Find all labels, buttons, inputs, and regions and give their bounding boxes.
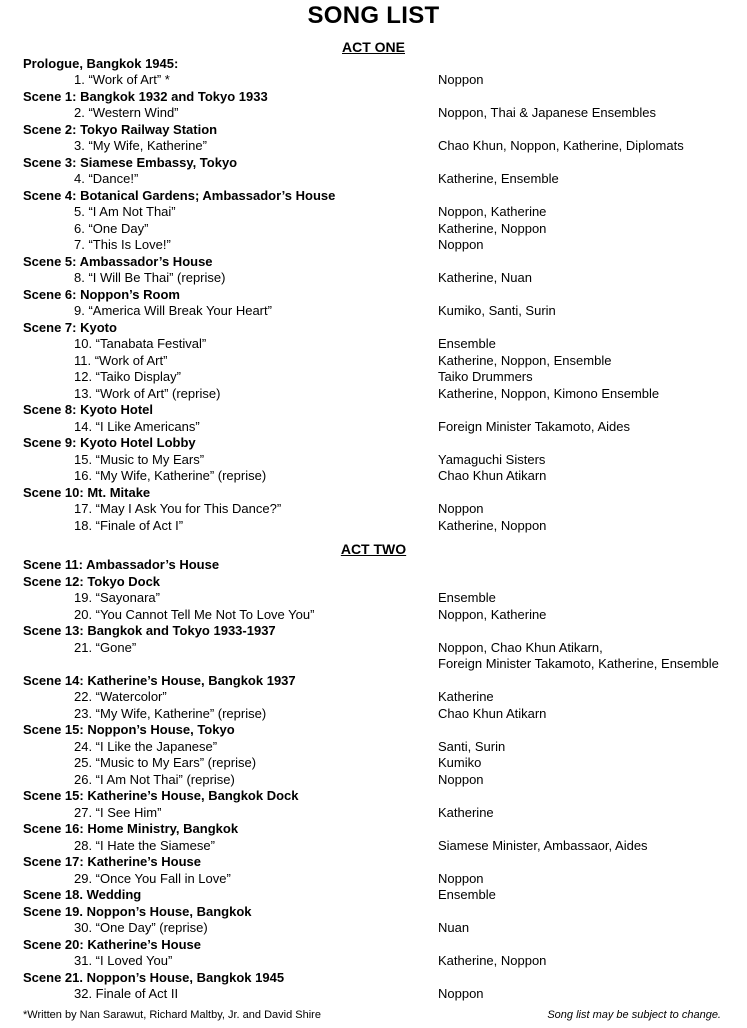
performers: Taiko Drummers [438, 369, 533, 384]
song-row [0, 805, 747, 822]
performers: Yamaguchi Sisters [438, 451, 546, 467]
song-list-title: SONG LIST [307, 2, 440, 29]
performers: Katherine, Noppon [438, 220, 547, 236]
song-title: 6. “One Day” [74, 220, 149, 236]
performers: Noppon [438, 72, 484, 87]
scene-row [0, 485, 747, 502]
song-row [0, 590, 747, 607]
song-title: 4. “Dance!” [74, 171, 139, 186]
scene-row [0, 89, 747, 106]
scene-row [0, 887, 747, 904]
performers: Santi, Surin [438, 738, 506, 754]
scene-row [0, 287, 747, 304]
song-title: 29. “Once You Fall in Love” [74, 870, 231, 886]
scene-heading: Prologue, Bangkok 1945: [23, 55, 179, 71]
song-row [0, 303, 747, 320]
scene-heading: Scene 21. Noppon’s House, Bangkok 1945 [23, 969, 285, 985]
song-title: 2. “Western Wind” [74, 105, 179, 120]
scene-row [0, 574, 747, 591]
performers: Katherine [438, 804, 494, 820]
song-title: 25. “Music to My Ears” (reprise) [74, 755, 257, 770]
footnote: *Written by Nan Sarawut, Richard Maltby, Jr. and David Shire [23, 1009, 321, 1021]
song-title: 13. “Work of Art” (reprise) [74, 385, 221, 401]
performers: Nuan [438, 920, 470, 935]
song-row [0, 221, 747, 238]
performers: Noppon [438, 870, 484, 886]
song-row [0, 468, 747, 485]
song-title: 14. “I Like Americans” [74, 418, 200, 434]
song-title: 3. “My Wife, Katherine” [74, 138, 207, 153]
scene-row [0, 320, 747, 337]
scene-row [0, 904, 747, 921]
scene-row [0, 155, 747, 172]
performers: Noppon [438, 501, 484, 516]
song-row [0, 353, 747, 370]
scene-row [0, 435, 747, 452]
song-row [0, 953, 747, 970]
song-row [0, 204, 747, 221]
performers: Ensemble [438, 336, 496, 351]
scene-row [0, 821, 747, 838]
song-row [0, 838, 747, 855]
scene-heading: Scene 9: Kyoto Hotel Lobby [23, 435, 196, 450]
scene-heading: Scene 18. Wedding [23, 887, 142, 902]
performers: Noppon, Chao Khun Atikarn, [438, 639, 603, 655]
performers: Chao Khun Atikarn [438, 468, 547, 483]
song-title: 15. “Music to My Ears” [74, 451, 205, 467]
song-row [0, 270, 747, 287]
performers: Katherine, Nuan [438, 270, 532, 285]
performers: Chao Khun, Noppon, Katherine, Diplomats [438, 138, 684, 153]
scene-heading: Scene 4: Botanical Gardens; Ambassador’s House [23, 187, 336, 203]
scene-heading: Scene 16: Home Ministry, Bangkok [23, 821, 239, 836]
scene-row [0, 937, 747, 954]
song-row [0, 237, 747, 254]
performers: Noppon, Thai & Japanese Ensembles [438, 105, 657, 120]
performers: Katherine, Noppon [438, 953, 547, 968]
scene-row [0, 188, 747, 205]
scene-heading: Scene 12: Tokyo Dock [23, 573, 161, 589]
performers: Foreign Minister Takamoto, Aides [438, 418, 630, 434]
performers: Noppon, Katherine [438, 204, 547, 219]
scene-heading: Scene 1: Bangkok 1932 and Tokyo 1933 [23, 88, 268, 104]
song-row [0, 419, 747, 436]
act-heading: ACT ONE [342, 39, 405, 55]
song-row [0, 386, 747, 403]
scene-row [0, 402, 747, 419]
scene-row [0, 557, 747, 574]
song-row [0, 920, 747, 937]
song-title: 5. “I Am Not Thai” [74, 204, 176, 219]
performers: Noppon, Katherine [438, 606, 547, 622]
song-title: 7. “This Is Love!” [74, 237, 171, 252]
song-row [0, 986, 747, 1003]
song-title: 11. “Work of Art” [74, 352, 168, 368]
scene-heading: Scene 11: Ambassador’s House [23, 557, 220, 572]
song-row [0, 138, 747, 155]
performers: Kumiko, Santi, Surin [438, 303, 556, 318]
song-title: 27. “I See Him” [74, 804, 162, 820]
song-title: 19. “Sayonara” [74, 590, 160, 605]
scene-row [0, 122, 747, 139]
performers: Katherine, Noppon [438, 517, 547, 533]
song-title: 28. “I Hate the Siamese” [74, 837, 215, 853]
song-row [0, 336, 747, 353]
song-title: 22. “Watercolor” [74, 689, 167, 704]
disclaimer: Song list may be subject to change. [547, 1009, 721, 1021]
scene-heading: Scene 10: Mt. Mitake [23, 484, 151, 500]
song-title: 1. “Work of Art” * [74, 72, 170, 87]
song-row [0, 689, 747, 706]
song-title: 24. “I Like the Japanese” [74, 738, 218, 754]
scene-heading: Scene 6: Noppon’s Room [23, 286, 180, 302]
song-row [0, 706, 747, 723]
scene-heading: Scene 2: Tokyo Railway Station [23, 121, 218, 137]
song-row [0, 640, 747, 657]
scene-row [0, 623, 747, 640]
song-row [0, 452, 747, 469]
song-row [0, 501, 747, 518]
song-title: 12. “Taiko Display” [74, 369, 181, 384]
song-row [0, 656, 747, 673]
scene-heading: Scene 19. Noppon’s House, Bangkok [23, 903, 252, 919]
song-title: 26. “I Am Not Thai” (reprise) [74, 771, 235, 787]
song-row [0, 171, 747, 188]
performers: Chao Khun Atikarn [438, 705, 547, 721]
scene-heading: Scene 20: Katherine’s House [23, 936, 201, 952]
scene-row [0, 673, 747, 690]
scene-heading: Scene 8: Kyoto Hotel [23, 402, 154, 417]
song-title: 20. “You Cannot Tell Me Not To Love You” [74, 606, 315, 622]
scene-heading: Scene 15: Noppon’s House, Tokyo [23, 722, 235, 737]
song-title: 8. “I Will Be Thai” (reprise) [74, 270, 226, 285]
performers: Katherine [438, 689, 494, 704]
song-title: 10. “Tanabata Festival” [74, 336, 207, 351]
song-row [0, 105, 747, 122]
performers: Kumiko [438, 755, 482, 770]
song-title: 23. “My Wife, Katherine” (reprise) [74, 705, 267, 721]
performers: Ensemble [438, 887, 496, 902]
scene-heading: Scene 5: Ambassador’s House [23, 253, 213, 269]
performers: Foreign Minister Takamoto, Katherine, Ensemble [438, 656, 719, 671]
scene-heading: Scene 3: Siamese Embassy, Tokyo [23, 154, 238, 170]
song-row [0, 518, 747, 535]
song-title: 30. “One Day” (reprise) [74, 920, 208, 935]
song-title: 16. “My Wife, Katherine” (reprise) [74, 468, 267, 483]
song-row [0, 772, 747, 789]
song-row [0, 369, 747, 386]
scene-row [0, 722, 747, 739]
song-title: 21. “Gone” [74, 639, 137, 655]
scene-heading: Scene 15: Katherine’s House, Bangkok Dock [23, 788, 299, 803]
song-row [0, 755, 747, 772]
song-row [0, 72, 747, 89]
scene-row [0, 970, 747, 987]
scene-row [0, 788, 747, 805]
song-row [0, 871, 747, 888]
scene-heading: Scene 17: Katherine’s House [23, 854, 201, 869]
scene-heading: Scene 13: Bangkok and Tokyo 1933-1937 [23, 623, 276, 638]
song-title: 32. Finale of Act II [74, 986, 179, 1001]
performers: Katherine, Noppon, Ensemble [438, 352, 612, 368]
song-title: 18. “Finale of Act I” [74, 517, 184, 533]
performers: Ensemble [438, 590, 496, 605]
performers: Katherine, Noppon, Kimono Ensemble [438, 385, 660, 401]
song-row [0, 739, 747, 756]
song-title: 9. “America Will Break Your Heart” [74, 303, 272, 318]
performers: Noppon [438, 237, 484, 252]
scene-row [0, 56, 747, 73]
performers: Katherine, Ensemble [438, 171, 559, 186]
act-heading: ACT TWO [340, 540, 407, 557]
scene-heading: Scene 14: Katherine’s House, Bangkok 1937 [23, 672, 296, 688]
scene-row [0, 854, 747, 871]
performers: Noppon [438, 771, 484, 787]
performers: Siamese Minister, Ambassaor, Aides [438, 837, 648, 853]
song-title: 31. “I Loved You” [74, 953, 173, 968]
song-title: 17. “May I Ask You for This Dance?” [74, 501, 282, 516]
performers: Noppon [438, 986, 484, 1001]
scene-row [0, 254, 747, 271]
song-row [0, 607, 747, 624]
scene-heading: Scene 7: Kyoto [23, 319, 117, 335]
